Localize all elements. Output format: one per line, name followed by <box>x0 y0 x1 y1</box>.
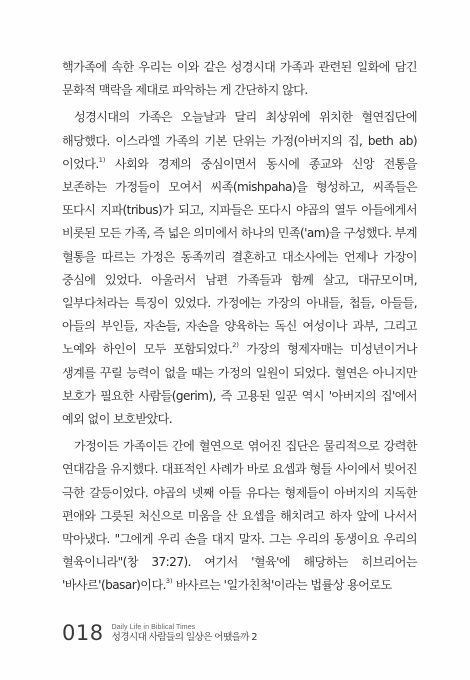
footnote-marker[interactable]: 2) <box>232 341 239 350</box>
paragraph-text: 핵가족에 속한 우리는 이와 같은 성경시대 가족과 관련된 일화에 담긴 문화적 맥락을 제대로 파악하는 게 간단하지 않다. <box>62 60 417 98</box>
paragraph-text: 가장의 형제자매는 미성년이거나 생계를 꾸릴 능력이 없을 때는 가정의 일원이 되었다. 혈연은 아니지만 보호가 필요한 사람들(gerim), 즉 고용된 일꾼 역시 '아버지의 집'에서 예외 없이 보호받았다. <box>62 342 417 427</box>
series-title-english: Daily Life in Biblical Times <box>111 624 196 631</box>
page-footer <box>62 615 257 645</box>
paragraph-text: 사회와 경제의 중심이면서 동시에 종교와 신앙 전통을 보존하는 가정들이 모여서 씨족(mishpaha)을 형성하고, 씨족들은 또다시 지파(tribus)가 되고, 지파들은 또다시 야곱의 열두 아들에게서 비롯된 모든 가족, 즉 넓은 의미에서 하나의 민족('am)을 구성했다. 부계 혈통을 따르는 가정은 동족끼리 결혼하고 대소사에는 언제나 가장이 중심에 있었다. 아울러서 남편 가족들과 함께 살고, 대규모이며, 일부다처라는 특징이 있었다. 가정에는 가장의 아내들, 첩들, 아들들, 아들의 부인들, 자손들, 자손을 양육하는 독신 여성이나 과부, 그리고 노예와 하인이 모두 포함되었다. <box>62 156 417 357</box>
paragraph-text: 바사르는 '일가친척'이라는 법률상 용어로도 <box>172 578 392 593</box>
page-number: 018 <box>62 621 104 645</box>
paragraph-text: 가정이든 가족이든 간에 혈연으로 엮어진 집단은 물리적으로 강력한 연대감을 유지했다. 대표적인 사례가 바로 요셉과 형들 사이에서 빚어진 극한 갈등이었다. 야곱의 넷째 아들 유다는 형제들이 아버지의 지독한 편애와 그릇된 처신으로 미움을 산 요셉을 해치려고 하자 앞에 나서서 막아냈다. "그에게 우리 손을 대지 말자. 그는 우리의 동생이요 우리의 혈육이니라"(창 37:27). 여기서 '혈육'에 해당하는 히브리어는 '바사르'(basar)이다. <box>62 439 417 593</box>
footnote-marker[interactable]: 3) <box>165 577 173 586</box>
footnote-marker[interactable]: 1) <box>98 155 106 164</box>
running-footer <box>112 623 257 645</box>
paragraph-2 <box>62 106 417 431</box>
paragraph-text: 성경시대의 가족은 오늘날과 달리 최상위에 위치한 혈연집단에 해당했다. 이스라엘 가족의 기본 단위는 가정(아버지의 집, beth ab)이었다. <box>62 110 417 171</box>
paragraph-3 <box>62 435 417 597</box>
series-title-korean: 성경시대 사람들의 일상은 어땠을까 2 <box>111 632 257 643</box>
body-text <box>62 56 417 598</box>
paragraph-1 <box>62 56 417 102</box>
